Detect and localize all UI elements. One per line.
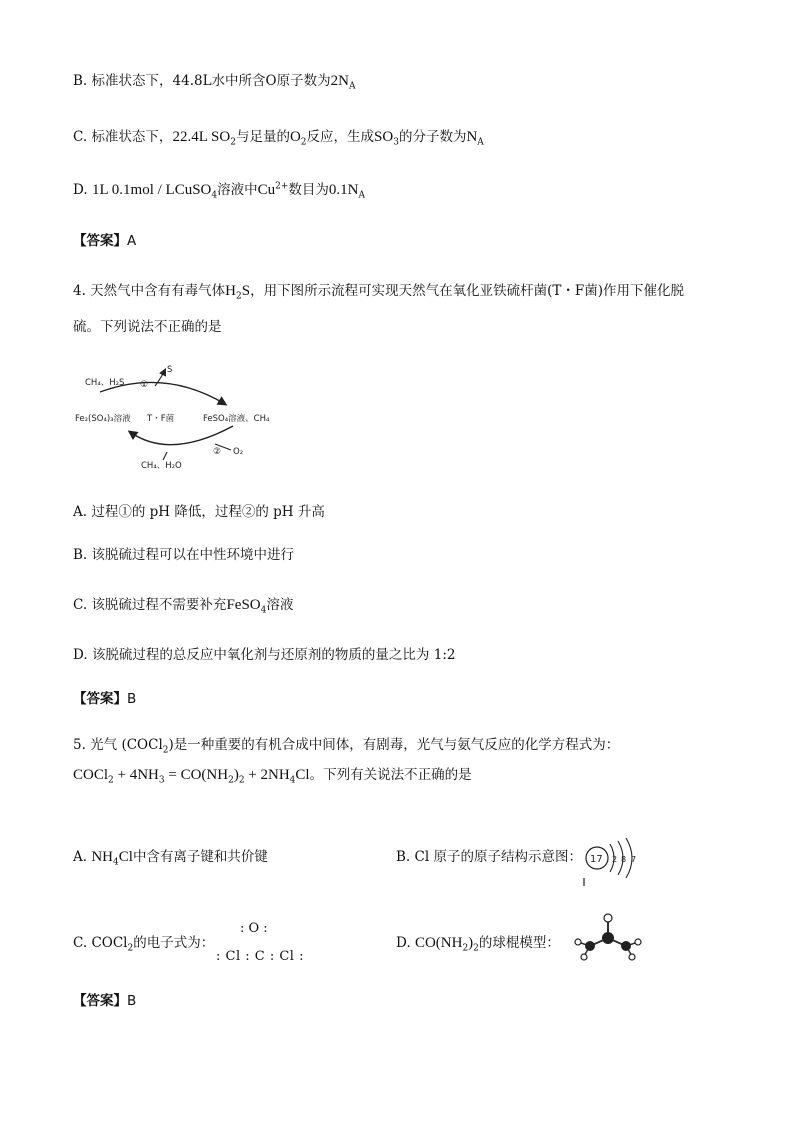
q3-option-d: D. 1L 0.1mol / LCuSO$_4$溶液中$Cu^{2+}$数目为$0.1N_A$: [73, 181, 366, 201]
urea-ball-stick-model: [568, 912, 648, 964]
diagram-step2: ②: [213, 447, 222, 457]
q4-option-b: B. 该脱硫过程可以在中性环境中进行: [73, 547, 295, 563]
q4-option-c: C. 该脱硫过程不需要补充FeSO$_4$溶液: [73, 597, 294, 616]
q5-answer: 【答案】B: [73, 993, 137, 1009]
cl-atom-structure: [582, 834, 646, 886]
q5-option-c: C. COCl$_2$的电子式为：: [73, 935, 215, 954]
q4-option-a: A. 过程①的 pH 降低，过程②的 pH 升高: [73, 504, 325, 520]
diagram-arrow-top: [100, 382, 225, 404]
q4-stem: 4. 天然气中含有有毒气体$H_2S$，用下图所示流程可实现天然气在氧化亚铁硫杆菌(T・F菌)作用下催化脱: [73, 283, 684, 302]
q5-equation: COCl$_2$ + $4NH_3 = CO(NH_2)_2 + 2NH_4Cl$。下列有关说法不正确的是: [73, 767, 472, 786]
diagram-arrow-bottom: [130, 426, 233, 445]
cl-electron-2: 8: [621, 855, 627, 864]
diagram-product-s: S: [167, 365, 173, 375]
q3-answer: 【答案】A: [73, 233, 137, 249]
cl-electron-3: 7: [631, 855, 637, 864]
q5-option-a: A. $NH_4Cl$中含有离子键和共价键: [73, 849, 268, 868]
q3-option-b: B. 标准状态下，44.8L水中所含O原子数为$2N_A$: [73, 73, 356, 92]
diagram-o2: O₂: [233, 447, 244, 457]
diagram-step1: ①: [140, 380, 149, 390]
q3-option-c: C. 标准状态下，22.4L $SO_2$与足量的$O_2$反应，生成$SO_3$的分子数为$N_A$: [73, 129, 484, 148]
cl-electron-1: 2: [612, 855, 618, 864]
diagram-bottom-left: CH₄、H₂O: [141, 461, 182, 471]
diagram-catalyst: T・F菌: [147, 414, 175, 424]
diagram-top-left: CH₄、H₂S: [85, 378, 125, 388]
q4-option-d: D. 该脱硫过程的总反应中氧化剂与还原剂的物质的量之比为 1:2: [73, 647, 456, 663]
q4-answer: 【答案】B: [73, 691, 137, 707]
diagram-right-box: FeSO₄溶液、CH₄: [203, 414, 270, 424]
cocl2-electron-top: : O :: [240, 921, 268, 936]
diagram-arrow-h2o: [163, 452, 167, 460]
q5-option-b: B. Cl 原子的原子结构示意图：: [396, 849, 582, 865]
diagram-left-box: Fe₂(SO₄)₃溶液: [75, 414, 131, 424]
q5-stem: 5. 光气 (COCl$_2$)是一种重要的有机合成中间体，有剧毒，光气与氨气反应的化学方程式为：: [73, 737, 620, 756]
cl-nucleus: 17: [590, 854, 603, 865]
q4-stem-cont: 硫。下列说法不正确的是: [73, 319, 222, 335]
desulfurization-diagram: [75, 360, 295, 475]
q5-option-d: D. $CO(NH_2)_2$的球棍模型：: [396, 935, 560, 954]
cocl2-electron-bottom: : Cl : C : Cl :: [216, 949, 304, 964]
